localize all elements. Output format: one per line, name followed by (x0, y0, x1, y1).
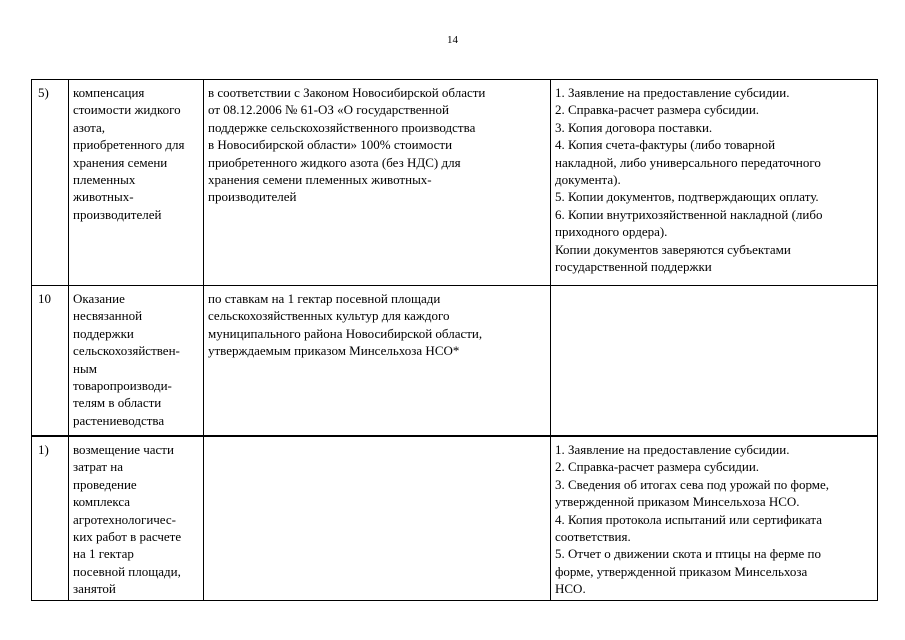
text-line: в соответствии с Законом Новосибирской области (208, 85, 486, 100)
text-line: по ставкам на 1 гектар посевной площади (208, 291, 441, 306)
text-line: 4. Копия протокола испытаний или сертификата (555, 511, 822, 527)
table-row (32, 286, 878, 436)
text-line: Копии документов заверяются субъектами (555, 241, 791, 257)
text-line: поддержке сельскохозяйственного производства (208, 119, 476, 135)
text-line: государственной поддержки (555, 259, 712, 275)
text-line: товаропроизводи- (73, 378, 172, 394)
measure-name-cell (69, 286, 204, 436)
text-line: Оказание (73, 291, 125, 306)
table-row (32, 80, 878, 286)
text-line: проведение (73, 476, 137, 492)
text-line: азота, (73, 119, 106, 135)
text-line: затрат на (73, 459, 124, 475)
basis-cell (204, 80, 551, 286)
page-number: 14 (447, 34, 458, 46)
documents-cell (551, 437, 878, 601)
row-number-cell: 10 (32, 286, 69, 436)
text-line: 5. Копии документов, подтверждающих оплату. (555, 189, 819, 205)
text-line: документа). (555, 172, 621, 188)
text-line: несвязанной (73, 308, 143, 324)
text-line: соответствия. (555, 529, 631, 545)
text-line: ких работ в расчете (73, 529, 182, 545)
text-line: муниципального района Новосибирской области, (208, 325, 483, 341)
text-line: от 08.12.2006 № 61-ОЗ «О государственной (208, 102, 449, 118)
text-line: растениеводства (73, 412, 165, 428)
text-line: хранения семени племенных животных- (208, 172, 432, 188)
text-line: 5. Отчет о движении скота и птицы на ферме по (555, 546, 822, 562)
subsidy-table (31, 79, 878, 601)
text-line: производителей (208, 189, 297, 205)
text-line: приобретенного жидкого азота (без НДС) для (208, 154, 461, 170)
text-line: ным (73, 360, 97, 376)
text-line: НСО. (555, 581, 586, 597)
text-line: 2. Справка-расчет размера субсидии. (555, 102, 760, 118)
text-line: на 1 гектар (73, 546, 134, 562)
text-line: в Новосибирской области» 100% стоимости (208, 137, 453, 153)
text-line: утверждаемым приказом Минсельхоза НСО* (208, 343, 460, 359)
text-line: накладной, либо универсального передаточного (555, 154, 821, 170)
measure-name-cell (69, 80, 204, 286)
documents-cell (551, 286, 878, 436)
text-line: 6. Копии внутрихозяйственной накладной (либо (555, 206, 823, 222)
text-line: комплекса (73, 494, 131, 510)
measure-name-cell (69, 437, 204, 601)
text-line: приобретенного для (73, 137, 185, 153)
documents-cell (551, 80, 878, 286)
text-line: 3. Сведения об итогах сева под урожай по форме, (555, 476, 829, 492)
text-line: 4. Копия счета-фактуры (либо товарной (555, 137, 776, 153)
text-line: занятой (73, 581, 116, 597)
text-line: приходного ордера). (555, 224, 668, 240)
text-line: сельскохозяйственных культур для каждого (208, 308, 450, 324)
text-line: 1. Заявление на предоставление субсидии. (555, 442, 790, 457)
text-line: племенных (73, 172, 136, 188)
text-line: стоимости жидкого (73, 102, 181, 118)
text-line: агротехнологичес- (73, 511, 177, 527)
text-line: 1. Заявление на предоставление субсидии. (555, 85, 790, 100)
text-line: 2. Справка-расчет размера субсидии. (555, 459, 760, 475)
text-line: компенсация (73, 85, 145, 100)
text-line: форме, утвержденной приказом Минсельхоза (555, 563, 808, 579)
text-line: возмещение части (73, 442, 174, 457)
text-line: животных- (73, 189, 134, 205)
text-line: посевной площади, (73, 563, 181, 579)
text-line: телям в области (73, 395, 162, 411)
text-line: хранения семени (73, 154, 168, 170)
row-number-cell: 1) (32, 437, 69, 601)
text-line: поддержки (73, 325, 134, 341)
text-line: утвержденной приказом Минсельхоза НСО. (555, 494, 800, 510)
basis-cell (204, 437, 551, 601)
text-line: сельскохозяйствен- (73, 343, 180, 359)
text-line: 3. Копия договора поставки. (555, 119, 713, 135)
table-row (32, 437, 878, 601)
text-line: производителей (73, 206, 162, 222)
row-number-cell: 5) (32, 80, 69, 286)
basis-cell (204, 286, 551, 436)
